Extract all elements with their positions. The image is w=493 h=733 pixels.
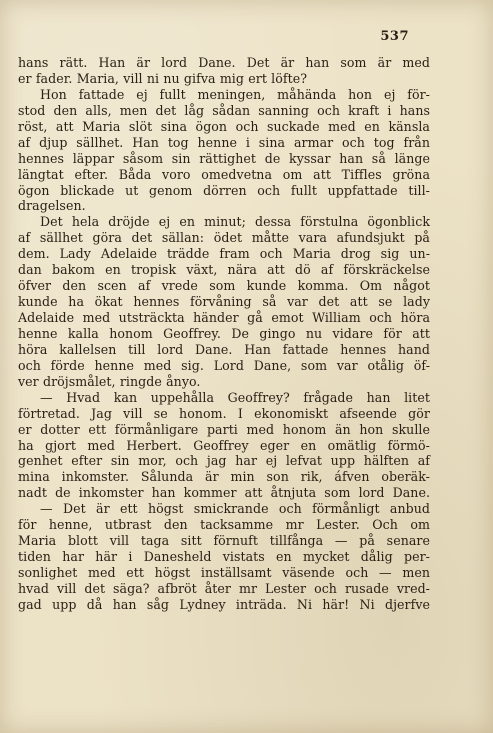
text-line: öfver den scen af vrede som kunde komma. Om något	[18, 278, 430, 294]
text-line: dem. Lady Adelaide trädde fram och Maria drog sig un-	[18, 246, 430, 262]
text-line: för henne, utbrast den tacksamme mr Lester. Och om	[18, 517, 430, 533]
text-line: — Hvad kan uppehålla Geoffrey? frågade han litet	[40, 389, 430, 405]
text-line: af djup sällhet. Han tog henne i sina armar och tog från	[18, 134, 430, 150]
text-line: kunde ha ökat hennes förvåning så var det att se lady	[18, 294, 430, 310]
text-line: mina inkomster. Sålunda är min son rik, áfven oberäk-	[18, 469, 430, 485]
text-line: ha gjort med Herbert. Geoffrey eger en omätlig förmö-	[18, 437, 430, 453]
text-line: hans rätt. Han är lord Dane. Det är han som är med	[18, 55, 430, 70]
text-line: dan bakom en tropisk växt, nära att dö af förskräckelse	[18, 262, 430, 278]
text-line: ver dröjsmålet, ringde ånyo.	[18, 373, 201, 389]
text-line: längtat efter. Båda voro omedvetna om att Tiffles gröna	[18, 166, 430, 182]
text-line: höra kallelsen till lord Dane. Han fattade hennes hand	[18, 341, 430, 357]
text-line: henne kalla honom Geoffrey. De gingo nu vidare för att	[18, 325, 430, 341]
text-line: er dotter ett förmånligare parti med honom än hon skulle	[18, 421, 430, 437]
text-line: hennes läppar såsom sin rättighet de kyssar han så länge	[18, 150, 430, 166]
text-line: röst, att Maria slöt sina ögon och suckade med en känsla	[18, 118, 430, 134]
text-line: — Det är ett högst smickrande och förmånligt anbud	[40, 501, 430, 517]
text-line: ögon blickade ut genom dörren och fullt uppfattade till-	[18, 182, 430, 198]
text-line: af sällhet göra det sällan: ödet måtte vara afundsjukt på	[18, 230, 430, 246]
text-line: gad upp då han såg Lydney inträda. Ni här! Ni djerfve	[18, 596, 430, 612]
text-line: förtretad. Jag vill se honom. I ekonomiskt afseende gör	[18, 405, 430, 421]
body-text	[18, 55, 430, 613]
text-line: sonlighet med ett högst inställsamt väsende och — men	[18, 565, 430, 580]
text-line: er fader. Maria, vill ni nu gifva mig ert löfte?	[18, 70, 308, 86]
text-line: tiden har här i Danesheld vistats en mycket dålig per-	[18, 549, 430, 565]
text-line: Adelaide med utsträckta händer gå emot William och höra	[18, 310, 430, 325]
text-line: Maria blott vill taga sitt förnuft tillfånga — på senare	[18, 533, 430, 549]
text-line: genhet efter sin mor, och jag har ej lefvat upp hälften af	[18, 453, 430, 469]
text-line: hvad vill det säga? afbröt åter mr Lester och rusade vred-	[18, 580, 430, 596]
text-line: dragelsen.	[18, 198, 86, 214]
text-line: Hon fattade ej fullt meningen, måhända hon ej för-	[40, 86, 430, 102]
page-number: 537	[380, 29, 409, 44]
text-line: nadt de inkomster han kommer att åtnjuta som lord Dane.	[18, 485, 430, 501]
text-line: stod den alls, men det låg sådan sanning och kraft i hans	[18, 102, 430, 118]
text-line: och förde henne med sig. Lord Dane, som var otålig öf-	[18, 357, 430, 373]
text-line: Det hela dröjde ej en minut; dessa förstulna ögonblick	[40, 214, 430, 230]
